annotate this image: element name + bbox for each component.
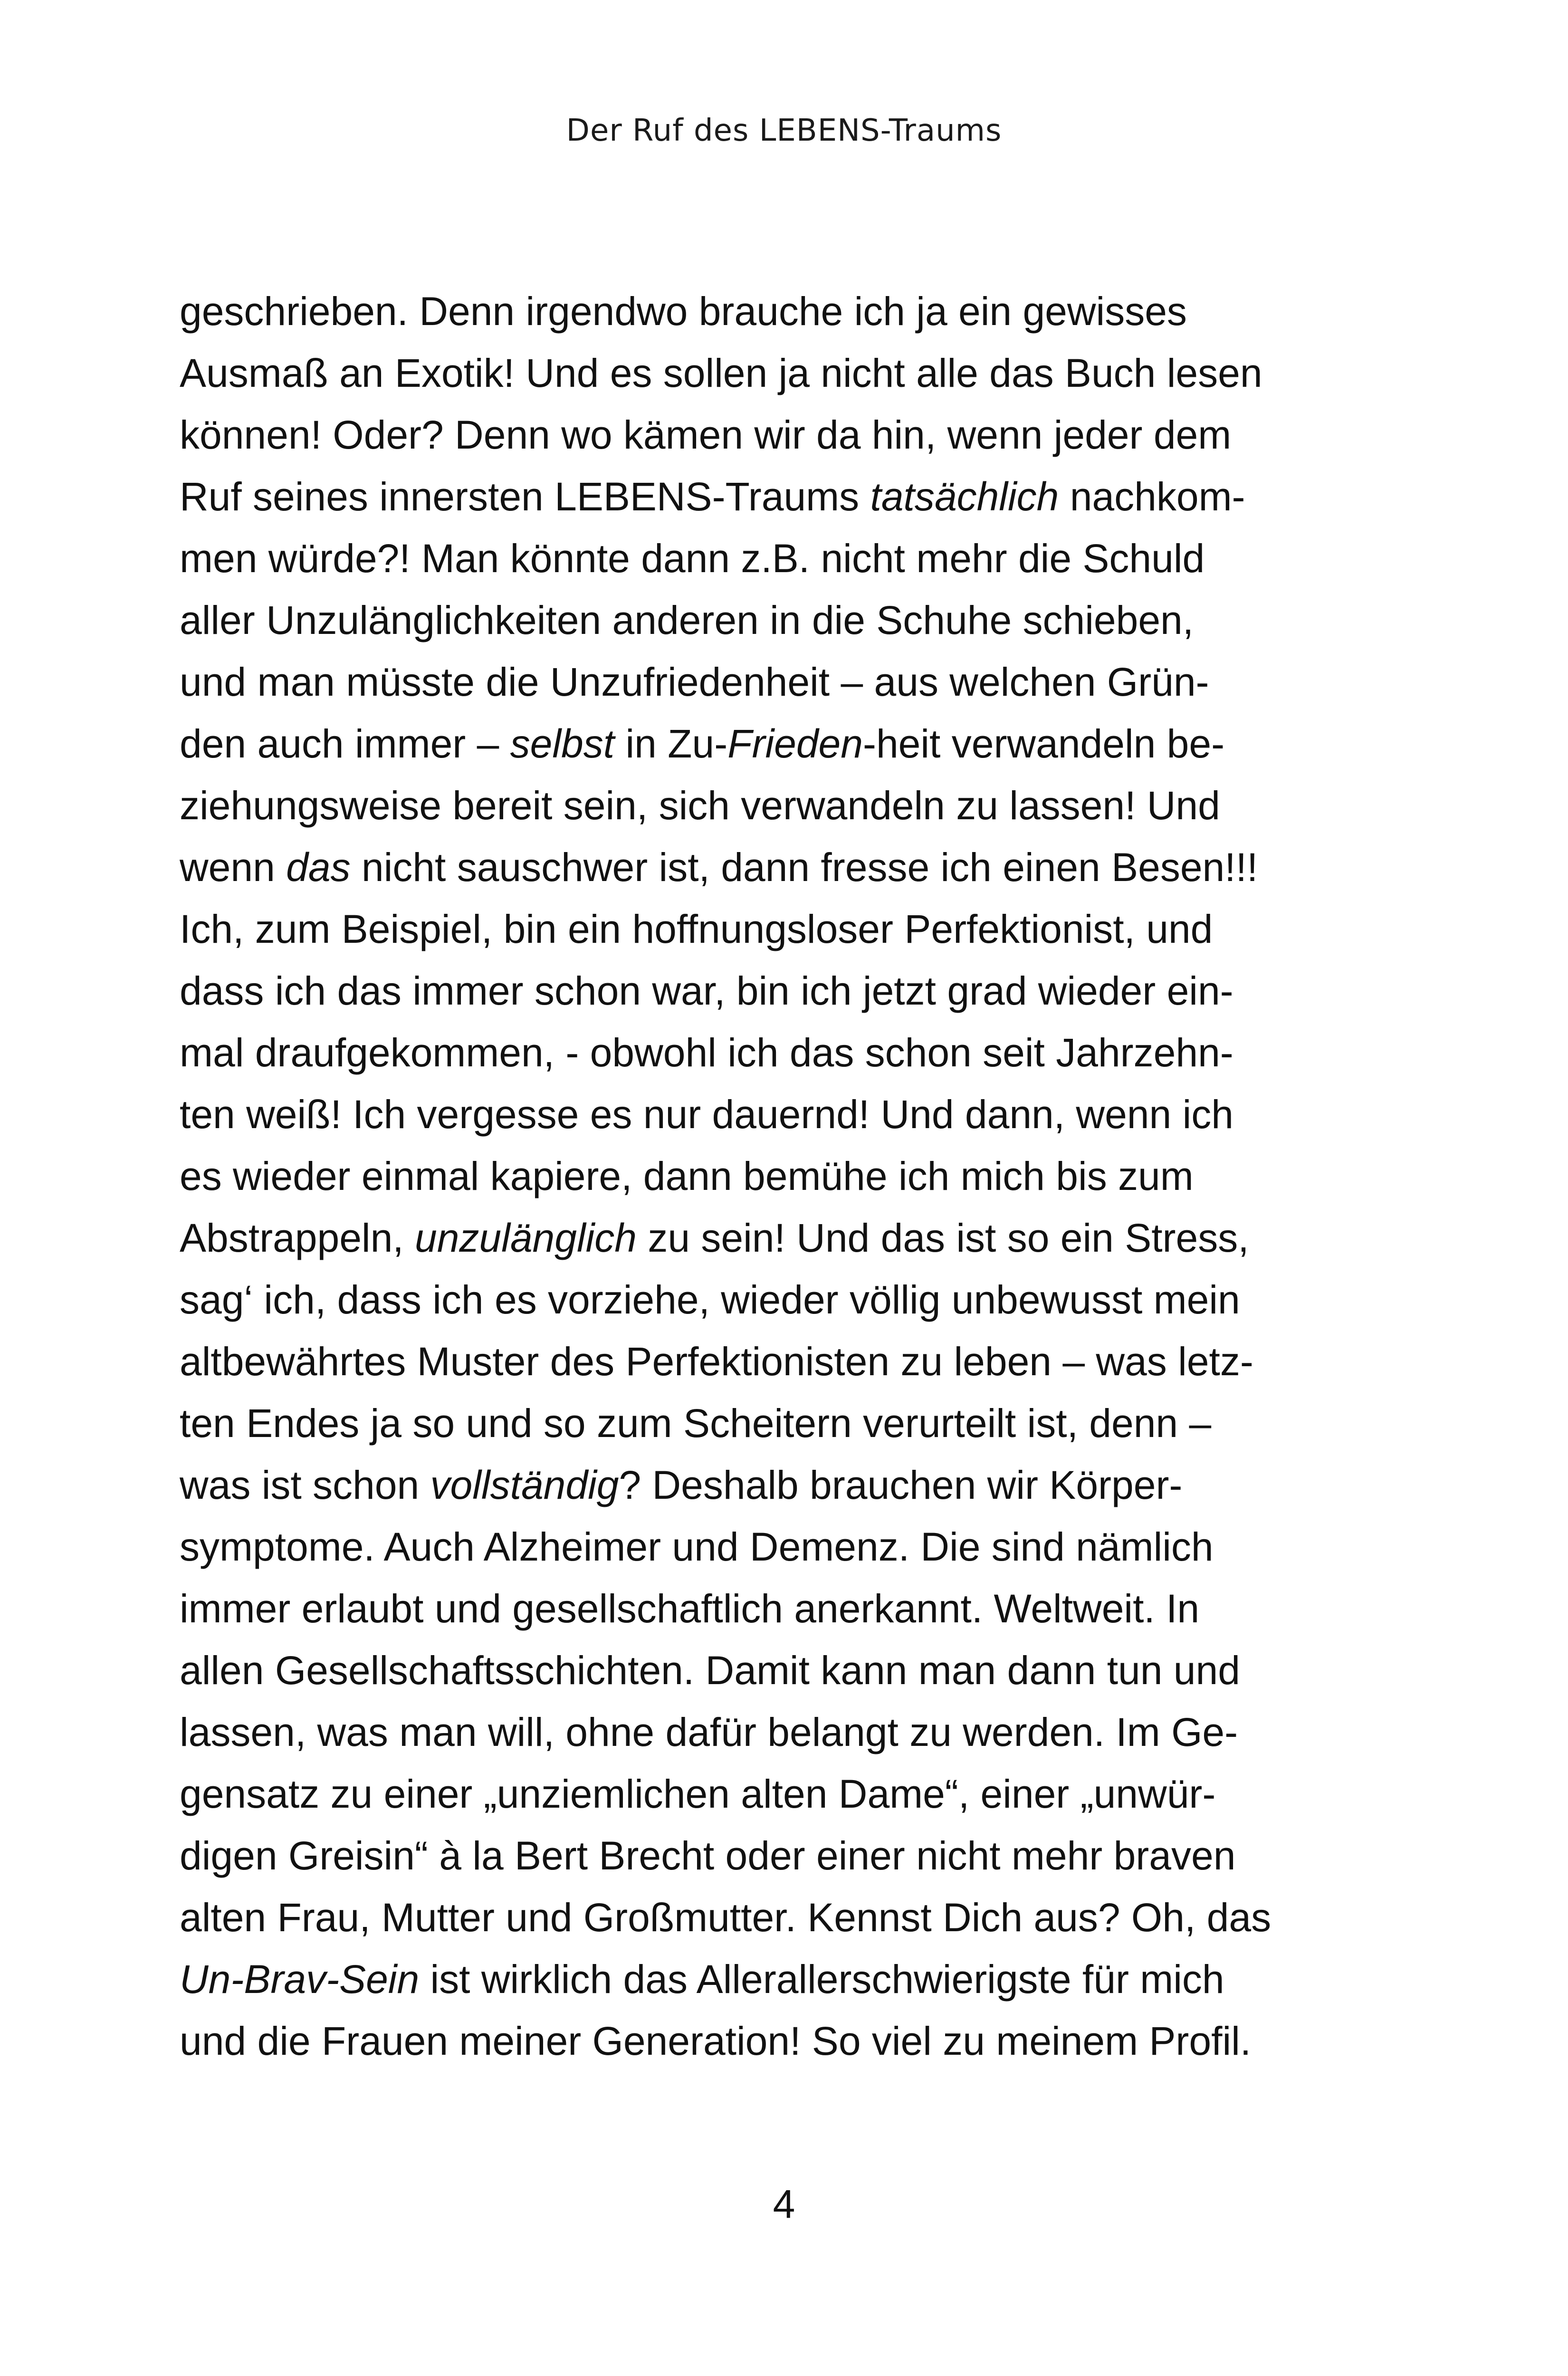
text-segment: nicht sauschwer ist, dann fresse ich einen Besen!!! xyxy=(350,845,1258,890)
text-line xyxy=(180,1269,1320,1331)
text-line xyxy=(180,836,1320,898)
italic-text: das xyxy=(286,845,351,890)
text-line xyxy=(180,1948,1320,2010)
text-line xyxy=(180,960,1320,1022)
text-segment: altbewährtes Muster des Perfektionisten zu leben – was letz- xyxy=(180,1339,1253,1384)
text-segment: ist wirklich das Allerallerschwierigste für mich xyxy=(419,1957,1224,2002)
text-segment: zu sein! Und das ist so ein Stress, xyxy=(637,1216,1249,1260)
text-line xyxy=(180,775,1320,836)
text-line xyxy=(180,527,1320,589)
text-segment: und die Frauen meiner Generation! So viel zu meinem Profil. xyxy=(180,2019,1252,2063)
text-segment: können! Oder? Denn wo kämen wir da hin, wenn jeder dem xyxy=(180,412,1232,457)
text-segment: sag‘ ich, dass ich es vorziehe, wieder völlig unbewusst mein xyxy=(180,1277,1240,1322)
text-line xyxy=(180,280,1320,342)
text-segment: dass ich das immer schon war, bin ich jetzt grad wieder ein- xyxy=(180,968,1233,1013)
text-segment: digen Greisin“ à la Bert Brecht oder einer nicht mehr braven xyxy=(180,1833,1236,1878)
text-segment: aller Unzulänglichkeiten anderen in die Schuhe schieben, xyxy=(180,598,1194,642)
text-line xyxy=(180,1825,1320,1887)
text-segment: ten Endes ja so und so zum Scheitern verurteilt ist, denn – xyxy=(180,1401,1212,1446)
text-segment: und man müsste die Unzufriedenheit – aus welchen Grün- xyxy=(180,660,1209,704)
text-line xyxy=(180,1763,1320,1825)
text-line xyxy=(180,1022,1320,1083)
text-line xyxy=(180,1701,1320,1763)
text-segment: nachkom- xyxy=(1059,474,1245,519)
page-number: 4 xyxy=(773,2182,795,2226)
text-line xyxy=(180,1207,1320,1269)
text-segment: in Zu- xyxy=(614,721,728,766)
text-segment: men würde?! Man könnte dann z.B. nicht mehr die Schuld xyxy=(180,536,1205,581)
text-line xyxy=(180,651,1320,713)
text-line xyxy=(180,1516,1320,1578)
text-segment: den auch immer – xyxy=(180,721,510,766)
italic-text: tatsächlich xyxy=(870,474,1059,519)
text-segment: immer erlaubt und gesellschaftlich anerkannt. Weltweit. In xyxy=(180,1586,1200,1631)
running-header: Der Ruf des LEBENS-Traums xyxy=(566,113,1002,148)
text-segment: -heit verwandeln be- xyxy=(862,721,1225,766)
text-line xyxy=(180,1639,1320,1701)
text-segment: Ruf seines innersten LEBENS-Traums xyxy=(180,474,870,519)
text-line xyxy=(180,404,1320,466)
italic-text: unzulänglich xyxy=(414,1216,637,1260)
text-segment: gensatz zu einer „unziemlichen alten Dame“, einer „unwür- xyxy=(180,1772,1216,1816)
text-segment: allen Gesellschaftsschichten. Damit kann man dann tun und xyxy=(180,1648,1240,1693)
text-segment: wenn xyxy=(180,845,287,890)
text-line xyxy=(180,1331,1320,1392)
text-line xyxy=(180,1454,1320,1516)
text-line xyxy=(180,1392,1320,1454)
italic-text: Un-Brav-Sein xyxy=(180,1957,420,2002)
italic-text: Frieden xyxy=(727,721,863,766)
text-segment: alten Frau, Mutter und Großmutter. Kennst Dich aus? Oh, das xyxy=(180,1895,1272,1940)
text-line xyxy=(180,1145,1320,1207)
text-line xyxy=(180,2010,1320,2072)
text-line xyxy=(180,713,1320,775)
text-line xyxy=(180,1887,1320,1948)
italic-text: selbst xyxy=(510,721,615,766)
italic-text: vollständig xyxy=(430,1463,619,1507)
text-line xyxy=(180,342,1320,404)
text-line xyxy=(180,1083,1320,1145)
text-segment: Abstrappeln, xyxy=(180,1216,415,1260)
text-segment: Ich, zum Beispiel, bin ein hoffnungsloser Perfektionist, und xyxy=(180,907,1213,951)
text-line xyxy=(180,1578,1320,1639)
text-segment: ? Deshalb brauchen wir Körper- xyxy=(619,1463,1183,1507)
text-segment: was ist schon xyxy=(180,1463,430,1507)
text-line xyxy=(180,466,1320,527)
body-text xyxy=(180,280,1320,2072)
text-segment: ziehungsweise bereit sein, sich verwandeln zu lassen! Und xyxy=(180,783,1220,828)
text-segment: geschrieben. Denn irgendwo brauche ich ja ein gewisses xyxy=(180,289,1187,334)
text-segment: symptome. Auch Alzheimer und Demenz. Die sind nämlich xyxy=(180,1524,1214,1569)
text-segment: es wieder einmal kapiere, dann bemühe ich mich bis zum xyxy=(180,1154,1194,1198)
text-line xyxy=(180,898,1320,960)
text-segment: ten weiß! Ich vergesse es nur dauernd! Und dann, wenn ich xyxy=(180,1092,1233,1137)
text-segment: mal draufgekommen, - obwohl ich das schon seit Jahrzehn- xyxy=(180,1030,1233,1075)
text-segment: Ausmaß an Exotik! Und es sollen ja nicht alle das Buch lesen xyxy=(180,351,1262,395)
text-line xyxy=(180,589,1320,651)
text-segment: lassen, was man will, ohne dafür belangt zu werden. Im Ge- xyxy=(180,1710,1238,1754)
